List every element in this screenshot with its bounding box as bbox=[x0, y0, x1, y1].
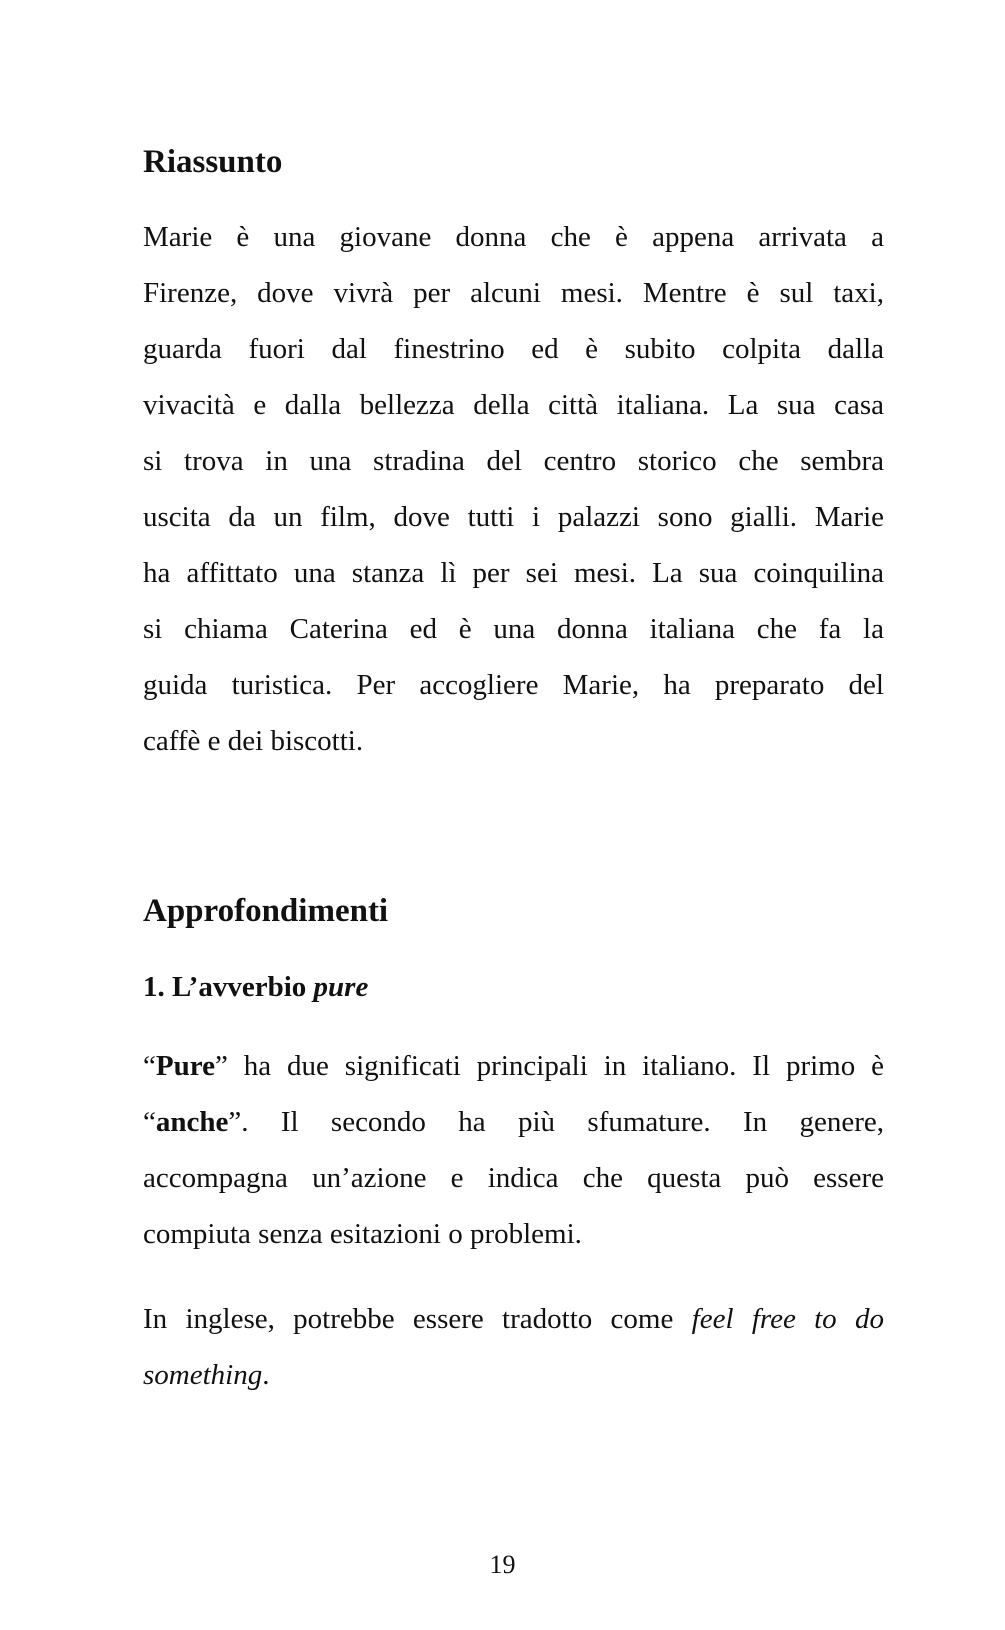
page-number: 19 bbox=[489, 1550, 516, 1579]
text-line: Marie è una giovane donna che è appena arrivata a bbox=[143, 221, 884, 253]
text-line: si trova in una stradina del centro storico che sembra bbox=[143, 445, 884, 477]
quote: “ bbox=[143, 1050, 156, 1082]
riassunto-paragraph bbox=[143, 209, 884, 769]
text: . bbox=[262, 1359, 270, 1391]
inglese-paragraph bbox=[143, 1291, 884, 1403]
heading-approfondimenti: Approfondimenti bbox=[143, 893, 389, 929]
bold-term: anche bbox=[155, 1106, 229, 1138]
text-line: vivacità e dalla bellezza della città italiana. La sua casa bbox=[143, 389, 884, 421]
heading-prefix: 1. L’avverbio bbox=[143, 971, 314, 1003]
section-riassunto bbox=[143, 142, 884, 182]
text-line bbox=[143, 1094, 884, 1150]
text-line bbox=[143, 1347, 884, 1403]
text-line: si chiama Caterina ed è una donna italiana che fa la bbox=[143, 613, 884, 645]
text-line bbox=[143, 1038, 884, 1094]
quote: “ bbox=[143, 1106, 156, 1138]
section-approfondimenti bbox=[143, 891, 884, 931]
text-line: accompagna un’azione e indica che questa può essere bbox=[143, 1162, 884, 1194]
heading-riassunto: Riassunto bbox=[143, 144, 283, 180]
bold-term: Pure bbox=[155, 1050, 215, 1082]
text-line bbox=[143, 1291, 884, 1347]
text-line: Firenze, dove vivrà per alcuni mesi. Mentre è sul taxi, bbox=[143, 277, 884, 309]
text-line: compiuta senza esitazioni o problemi. bbox=[143, 1218, 582, 1250]
subsection-title bbox=[143, 969, 884, 1005]
text: ” ha due significati principali in italiano. Il primo è bbox=[214, 1050, 884, 1082]
text-line: uscita da un film, dove tutti i palazzi sono gialli. Marie bbox=[143, 501, 884, 533]
text-line: ha affittato una stanza lì per sei mesi. La sua coinquilina bbox=[143, 557, 884, 589]
pure-paragraph bbox=[143, 1038, 884, 1262]
text-line: guarda fuori dal finestrino ed è subito colpita dalla bbox=[143, 333, 884, 365]
heading-italic: pure bbox=[313, 971, 369, 1003]
text: ”. Il secondo ha più sfumature. In genere, bbox=[228, 1106, 884, 1138]
text-line: guida turistica. Per accogliere Marie, ha preparato del bbox=[143, 669, 884, 701]
text: In inglese, potrebbe essere tradotto come bbox=[143, 1303, 692, 1335]
text-line: caffè e dei biscotti. bbox=[143, 725, 364, 757]
heading-avverbio-pure bbox=[143, 969, 884, 1005]
italic-phrase: feel free to do bbox=[691, 1303, 884, 1335]
italic-phrase: something bbox=[143, 1359, 263, 1391]
